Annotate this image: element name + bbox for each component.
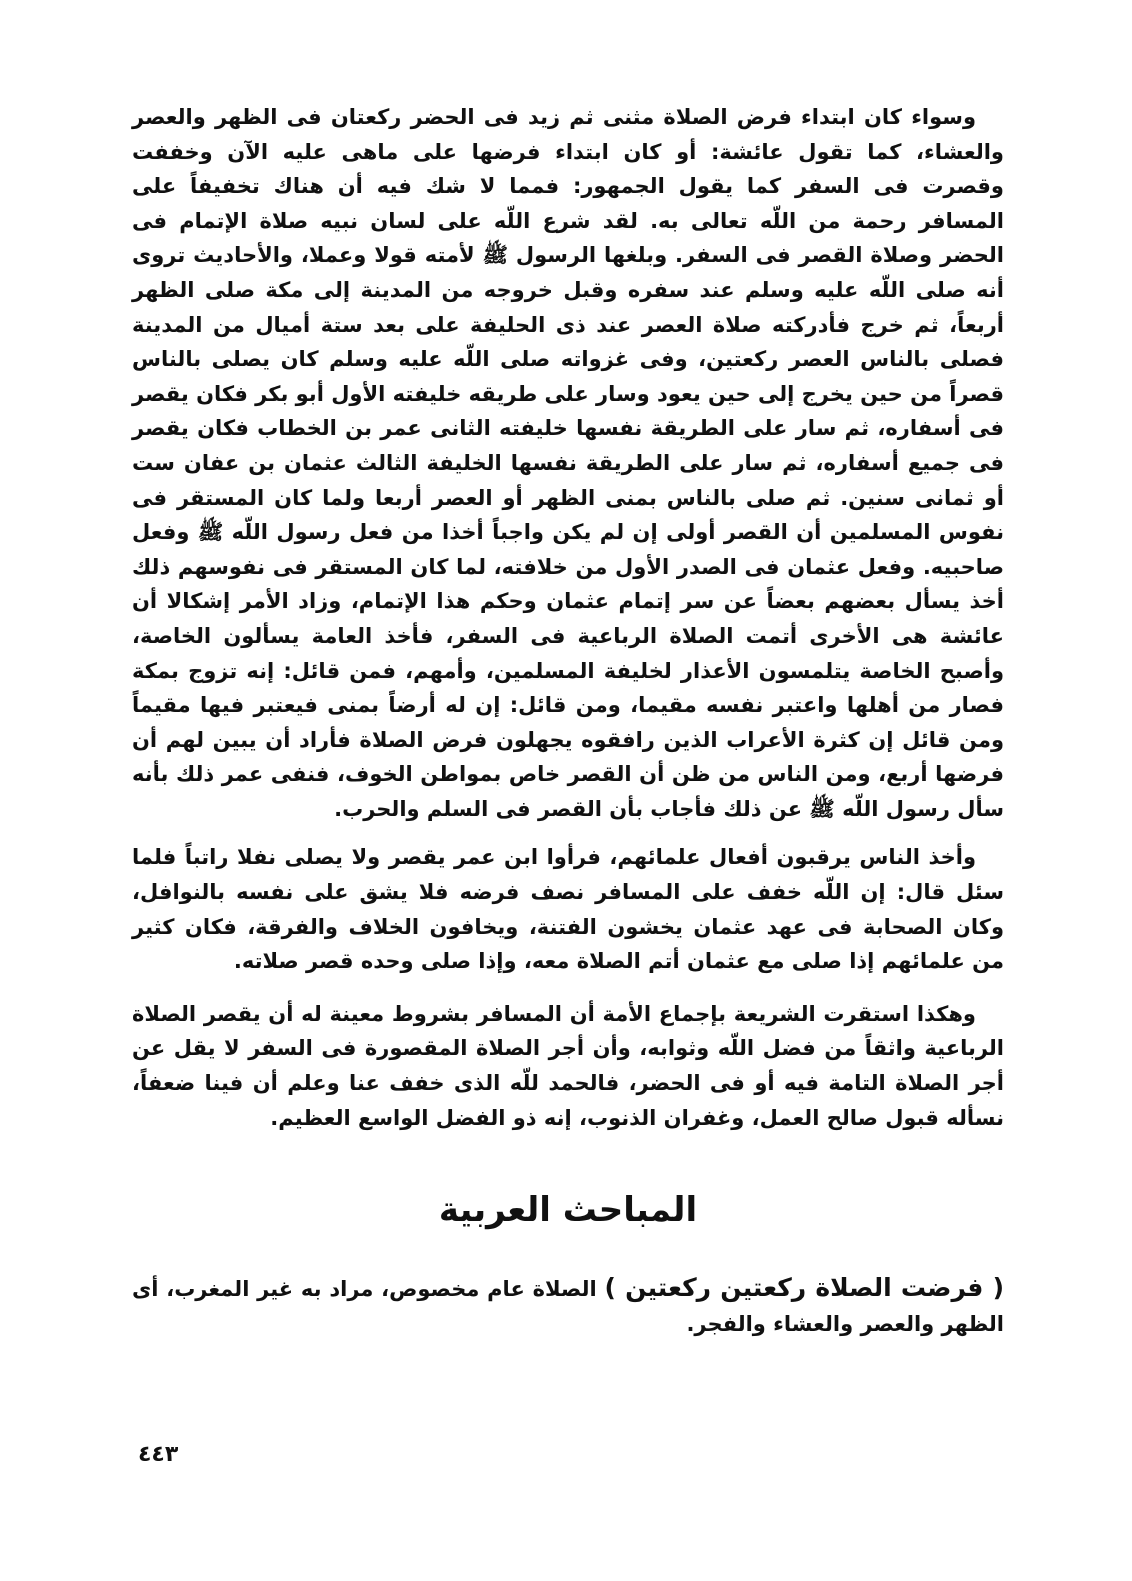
section-heading: المباحث العربية <box>438 1190 698 1231</box>
term-explanation: الصلاة عام مخصوص، مراد به غير المغرب، أى الظهر والعصر والعشاء والفجر. <box>132 1277 1004 1336</box>
term-phrase: ( فرضت الصلاة ركعتين ركعتين ) <box>604 1273 1004 1303</box>
paragraph-qasr-history: وسواء كان ابتداء فرض الصلاة مثنى ثم زيد فى الحضر ركعتان فى الظهر والعصر والعشاء، كما تقول عائشة: أو كان ابتداء فرضها على ماهى عليه الآن وخففت وقصرت فى السفر كما يقول الجمهور: فمما لا شك فيه أن هناك تخفيفاً على المسافر رحمة من اللّه تعالى به. لقد شرع اللّه على لسان نبيه صلاة الإتمام فى الحضر وصلاة القصر فى السفر. وبلغها الرسول ﷺ لأمته قولا وعملا، والأحاديث تروى أنه صلى اللّه عليه وسلم عند سفره وقبل خروجه من المدينة إلى مكة صلى الظهر أربعاً، ثم خرج فأدركته صلاة العصر عند ذى الحليفة على بعد ستة أميال من المدينة فصلى بالناس العصر ركعتين، وفى غزواته صلى اللّه عليه وسلم كان يصلى بالناس قصراً من حين يخرج إلى حين يعود وسار على طريقه خليفته الأول أبو بكر فكان يقصر فى أسفاره، ثم سار على الطريقة نفسها خليفته الثانى عمر بن الخطاب فكان يقصر فى جميع أسفاره، ثم سار على الطريقة نفسها الخليفة الثالث عثمان بن عفان ست أو ثمانى سنين. ثم صلى بالناس بمنى الظهر أو العصر أربعا ولما كان المستقر فى نفوس المسلمين أن القصر أولى إن لم يكن واجباً أخذا من فعل رسول اللّه ﷺ وفعل صاحبيه. وفعل عثمان فى الصدر الأول من خلافته، لما كان المستقر فى نفوسهم ذلك أخذ يسأل بعضهم بعضاً عن سر إتمام عثمان وحكم هذا الإتمام، وزاد الأمر إشكالا أن عائشة هى الأخرى أتمت الصلاة الرباعية فى السفر، فأخذ العامة يسألون الخاصة، وأصبح الخاصة يتلمسون الأعذار لخليفة المسلمين، وأمهم، فمن قائل: إنه تزوج بمكة فصار من أهلها واعتبر نفسه مقيما، ومن قائل: إن له أرضاً بمنى فيعتبر فيها مقيماً ومن قائل إن كثرة الأعراب الذين رافقوه يجهلون فرض الصلاة فأراد أن يبين لهم أن فرضها أربع، ومن الناس من ظن أن القصر خاص بمواطن الخوف، فنفى عمر ذلك بأنه سأل رسول اللّه ﷺ عن ذلك فأجاب بأن القصر فى السلم والحرب. <box>132 105 1004 821</box>
book-page <box>132 100 1004 1341</box>
paragraph-consensus: وهكذا استقرت الشريعة بإجماع الأمة أن المسافر بشروط معينة له أن يقصر الصلاة الرباعية واثقاً من فضل اللّه وثوابه، وأن أجر الصلاة المقصورة فى السفر لا يقل عن أجر الصلاة التامة فيه أو فى الحضر، فالحمد للّه الذى خفف عنا وعلم أن فينا ضعفاً، نسأله قبول صالح العمل، وغفران الذنوب، إنه ذو الفضل الواسع العظيم. <box>132 1001 1004 1130</box>
term-explanation-paragraph <box>132 1271 1004 1341</box>
paragraph-scholars-practice: وأخذ الناس يرقبون أفعال علمائهم، فرأوا ابن عمر يقصر ولا يصلى نفلا راتباً فلما سئل قال: إن اللّه خفف على المسافر نصف فرضه فلا يشق على نفسه بالنوافل، وكان الصحابة فى عهد عثمان يخشون الفتنة، ويخافون الخلاف والفرقة، فكان كثير من علمائهم إذا صلى مع عثمان أتم الصلاة معه، وإذا صلى وحده قصر صلاته. <box>132 845 1004 974</box>
page-number: ٤٤٣ <box>138 1442 179 1467</box>
